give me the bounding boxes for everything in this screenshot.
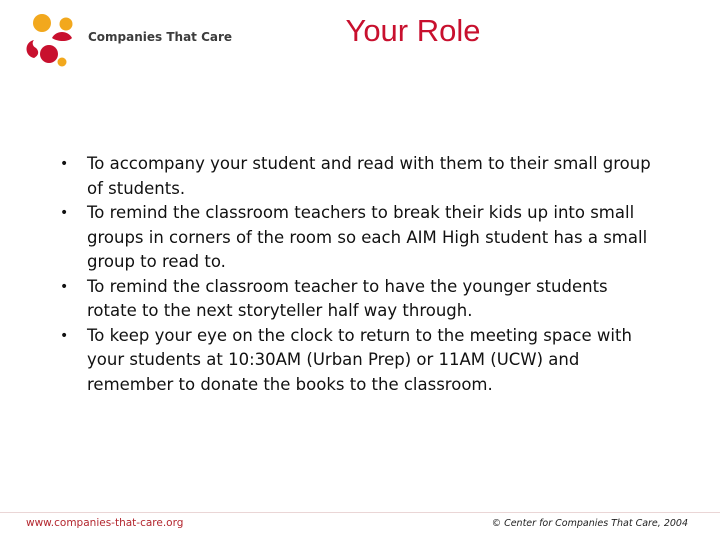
list-item-text: To remind the classroom teacher to have the younger students rotate to the next storyteller half way through. — [87, 276, 608, 320]
footer-divider — [0, 512, 720, 513]
list-item — [60, 201, 660, 275]
companies-that-care-logo-icon — [22, 12, 84, 68]
logo-text: Companies That Care — [88, 30, 233, 44]
bullet-icon: • — [60, 156, 69, 172]
bullet-icon: • — [60, 278, 69, 295]
footer-copyright: © Center for Companies That Care, 2004 — [491, 518, 688, 529]
list-item-text: To accompany your student and read with them to their small group of students. — [87, 154, 651, 198]
list-item — [60, 324, 660, 398]
companies-that-care-logo — [22, 12, 233, 68]
list-item-text: To remind the classroom teachers to break their kids up into small groups in corners of the room so each AIM High student has a small group to read to. — [87, 203, 648, 271]
footer-url: www.companies-that-care.org — [26, 517, 184, 529]
list-item-text: To keep your eye on the clock to return to the meeting space with your students at 10:30AM (Urban Prep) or 11AM (UCW) and remember to donate the books to the classroom. — [87, 325, 632, 394]
list-item — [60, 152, 660, 201]
page-title: Your Role — [345, 13, 481, 48]
bullet-list — [60, 152, 660, 397]
list-item — [60, 275, 660, 324]
bullet-icon: • — [60, 205, 69, 221]
bullet-icon: • — [60, 327, 69, 344]
